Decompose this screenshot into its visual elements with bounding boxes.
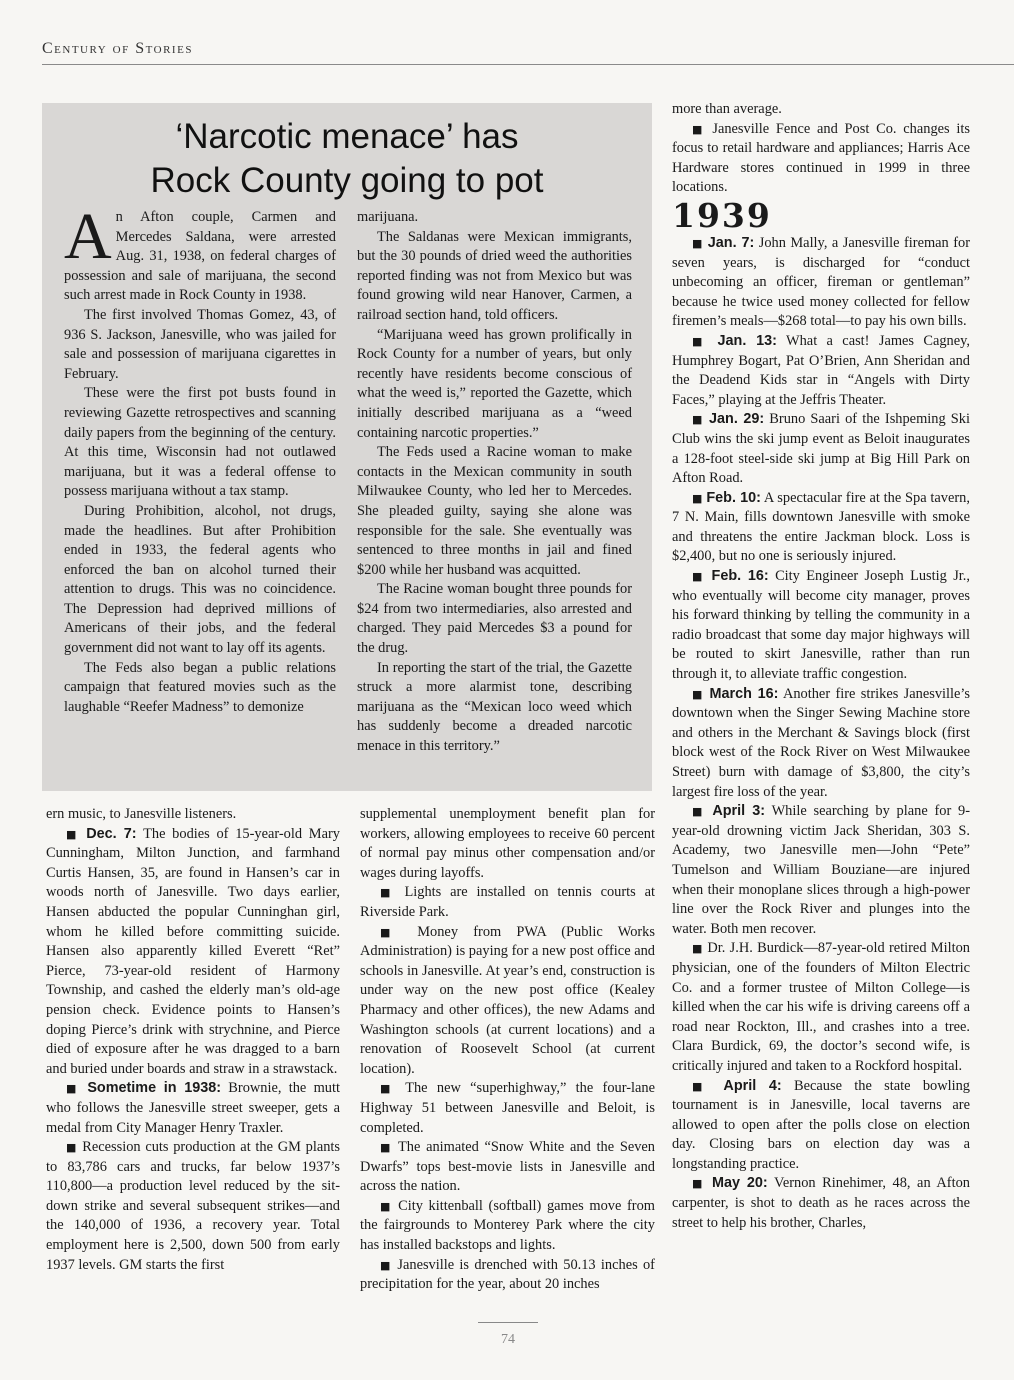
body-column-1 — [46, 805, 340, 1275]
entry-text: Lights are installed on tennis courts at Riverside Park. — [360, 884, 655, 920]
entry-text: While searching by plane for 9-year-old drowning victim Jack Sheridan, 303 S. Academy, two Janesville men—John “Pete” Tumelson and William Bouziane—are injured when their monoplane slices through a high-power line over the Rock River and plunges into the water. Both men recover. — [672, 803, 970, 937]
sidebar-paragraph: In reporting the start of the trial, the Gazette struck a more alarmist tone, describing marijuana as the “Mexican loco weed which has suddenly become a dreaded narcotic menace in this territory.” — [357, 659, 632, 755]
entry-paragraph — [360, 1197, 655, 1256]
bullet-icon: ■ — [692, 687, 705, 701]
sidebar-paragraph — [64, 384, 336, 502]
entry-paragraph — [46, 1138, 340, 1275]
drop-cap: A — [64, 200, 112, 273]
entry-text: supplemental unemployment benefit plan for workers, allowing employees to receive 60 percent of normal pay minus other compensation and/or wages during layoffs. — [360, 806, 655, 881]
entry-text: Money from PWA (Public Works Administration) is paying for a new post office and schools in Janesville. At year’s end, construction is under way on the new post office (Kealey Pharmacy and other offices), the new Adams and Washington schools (at current locations) and a renovation of Roosevelt School (at current location). — [360, 923, 655, 1077]
entry-text: Janesville is drenched with 50.13 inches of precipitation for the year, about 20 inches — [360, 1256, 655, 1293]
entry-text: Brownie, the mutt who follows the Janesville street sweeper, gets a medal from City Manager Henry Traxler. — [46, 1080, 340, 1136]
entry-paragraph — [672, 939, 970, 1076]
entry-text: City kittenball (softball) games move from the fairgrounds to Monterey Park where the city has installed backstops and lights. — [360, 1197, 655, 1254]
bullet-icon: ■ — [692, 491, 703, 505]
entry-date: April 3: — [712, 803, 766, 820]
bullet-icon: ■ — [692, 570, 706, 584]
entry-text: A spectacular fire at the Spa tavern, 7 N. Main, fills downtown Janesville with smoke and threatens the entire Jackman block. Loss is $2,400, but no one is seriously injured. — [672, 489, 970, 565]
entry-text: Dr. J.H. Burdick—87-year-old retired Milton physician, one of the founders of Milton Electric Co. and a former trustee of Milton College—is killed when the car his wife is driving careens off a road near Rockton, Ill., and crashes into a tree. Clara Burdick, 69, the doctor’s second wife, is critically injured and taken to a Rockford hospital. — [672, 940, 970, 1074]
entry-date: Sometime in 1938: — [87, 1080, 222, 1097]
bullet-icon: ■ — [380, 1141, 393, 1155]
entry-paragraph — [360, 1256, 655, 1295]
entry-paragraph — [672, 567, 970, 685]
entry-paragraph — [672, 234, 970, 332]
header-rule — [42, 64, 1014, 65]
entry-date: Jan. 29: — [709, 411, 765, 428]
footer-rule — [478, 1322, 538, 1323]
right-column-pre — [672, 100, 970, 198]
sidebar-paragraph — [64, 200, 336, 306]
entry-text: Vernon Rinehimer, 48, an Afton carpenter, is shot to death as he races across the street to help his brother, Charles, — [672, 1175, 970, 1231]
sidebar-title-line: ‘Narcotic menace’ has — [175, 117, 519, 156]
sidebar-column-1 — [64, 200, 336, 717]
bullet-icon: ■ — [380, 1258, 393, 1272]
entry-paragraph — [672, 410, 970, 488]
bullet-icon: ■ — [692, 122, 706, 136]
sidebar-paragraph: The Feds used a Racine woman to make contacts in the Mexican community in south Milwaukee County, who led her to Mercedes. She pleaded guilty, saying she alone was responsible for the sale. She eventually was sentenced to three months in jail and fined $200 while her husband was acquitted. — [357, 444, 632, 578]
entry-text: The bodies of 15-year-old Mary Cunningham, Milton Junction, and farmhand Curtis Hansen, 35, are found in Hansen’s car in woods north of Janesville. Two days earlier, Hansen abducted the popular Cunninghan girl, whom he killed before committing suicide. Hansen also apparently killed Everett “Ret” Pierce, 73-year-old resident of Harmony Township, and cashed the elderly man’s old-age pension check. Evidence points to Hansen’s doping Pierce’s drink with strychnine, and Pierce died of exposure after he was dragged to a barn and buried under boards and straw in a strawstack. — [46, 825, 340, 1077]
sidebar-paragraph — [64, 306, 336, 384]
sidebar-title-line: Rock County going to pot — [150, 161, 544, 200]
entry-paragraph — [672, 120, 970, 198]
bullet-icon: ■ — [380, 925, 403, 939]
entry-date: March 16: — [709, 685, 779, 702]
entry-paragraph — [672, 1077, 970, 1175]
entry-paragraph — [672, 802, 970, 939]
running-title: Century of Stories — [42, 40, 193, 57]
entry-text: City Engineer Joseph Lustig Jr., who eventually will become city manager, proves his forward thinking by telling the community in a radio broadcast that some day major highways will be routed to skirt Janesville, rather than run through it, to alleviate traffic congestion. — [672, 568, 970, 683]
year-heading: 1939 — [672, 195, 772, 235]
paragraph-text: These were the first pot busts found in reviewing Gazette retrospectives and scanning daily papers from the beginning of the century. At this time, Wisconsin had not outlawed marijuana, but it was a federal offense to possess marijuana without a tax stamp. — [64, 385, 336, 500]
entry-paragraph — [360, 1079, 655, 1138]
bullet-icon: ■ — [66, 1082, 81, 1096]
paragraph-text: During Prohibition, alcohol, not drugs, made the headlines. But after Prohibition ended in 1933, the federal agents who enforced the ban on alcohol turned their attention to drugs. This was no coincidence. The Depression had deprived millions of Americans of their jobs, and the federal government did not want to lay off its agents. — [64, 502, 336, 657]
entry-paragraph — [672, 1174, 970, 1233]
entry-text: What a cast! James Cagney, Humphrey Bogart, Pat O’Brien, Ann Sheridan and the Deadend Kids star in “Angels with Dirty Faces,” playing at the Jeffris Theater. — [672, 332, 970, 408]
right-column-post — [672, 234, 970, 1233]
sidebar-paragraph — [64, 502, 336, 659]
bullet-icon: ■ — [692, 413, 704, 427]
bullet-icon: ■ — [380, 1082, 397, 1096]
entry-paragraph — [672, 332, 970, 410]
entry-text: ern music, to Janesville listeners. — [46, 806, 237, 822]
entry-text: Recession cuts production at the GM plants to 83,786 cars and trucks, far below 1937’s 110,800—a production level reduced by the sit-down strike and several subsequent strikes—and the 140,000 of 1936, a recovery year. Total employment here is 2,500, down 500 from early 1937 levels. GM starts the first — [46, 1139, 340, 1273]
entry-date: Dec. 7: — [86, 825, 137, 842]
entry-text: more than average. — [672, 101, 782, 117]
bullet-icon: ■ — [692, 236, 704, 250]
bullet-icon: ■ — [66, 827, 80, 841]
right-column — [672, 100, 970, 1233]
sidebar-column-2 — [357, 208, 632, 757]
bullet-icon: ■ — [692, 1079, 712, 1093]
entry-paragraph — [46, 1079, 340, 1138]
entry-text: Bruno Saari of the Ishpeming Ski Club wins the ski jump event as Beloit inaugurates a 128-foot steel-side ski jump at Big Hill Park on Afton Road. — [672, 411, 970, 487]
entry-date: April 4: — [723, 1077, 782, 1094]
bullet-icon: ■ — [692, 1177, 706, 1191]
entry-text: Because the state bowling tournament is in Janesville, local taverns are allowed to open after the polls close on election day. Closing bars on election day was a longstanding practice. — [672, 1077, 970, 1172]
entry-paragraph — [360, 923, 655, 1080]
sidebar-title — [42, 115, 652, 203]
bullet-icon: ■ — [380, 1199, 393, 1213]
body-column-2 — [360, 805, 655, 1295]
sidebar-paragraph: marijuana. — [357, 209, 419, 225]
bullet-icon: ■ — [692, 334, 709, 348]
entry-text: Janesville Fence and Post Co. changes its focus to retail hardware and appliances; Harris Ace Hardware stores continued in 1999 in three locations. — [672, 120, 970, 196]
entry-paragraph — [672, 489, 970, 567]
paragraph-text: n Afton couple, Carmen and Mercedes Saldana, were arrested Aug. 31, 1938, on federal charges of possession and sale of marijuana, the second such arrest made in Rock County in 1938. — [64, 209, 336, 304]
sidebar-paragraph: “Marijuana weed has grown prolifically in Rock County for a number of years, but only recently have residents become conscious of what the weed is,” reported the Gazette, which initially described marijuana as a “weed containing narcotic properties.” — [357, 326, 632, 441]
bullet-icon: ■ — [66, 1141, 78, 1155]
entry-paragraph — [360, 883, 655, 922]
entry-paragraph — [46, 805, 340, 825]
paragraph-text: The first involved Thomas Gomez, 43, of 936 S. Jackson, Janesville, who was jailed for sale and possession of marijuana cigarettes in February. — [64, 306, 336, 382]
entry-text: The animated “Snow White and the Seven Dwarfs” tops best-movie lists in Janesville and across the nation. — [360, 1139, 655, 1195]
entry-text: The new “superhighway,” the four-lane Highway 51 between Janesville and Beloit, is completed. — [360, 1080, 655, 1136]
entry-text: John Mally, a Janesville fireman for seven years, is discharged for “conduct unbecoming an officer, fireman or gentleman” because he twice used money collected for fellow firemen’s meals—$268 total—to pay his own bills. — [672, 234, 970, 330]
sidebar-box — [42, 103, 652, 791]
sidebar-paragraph: The Racine woman bought three pounds for $24 from two intermediaries, also arrested and charged. They paid Mercedes $3 a pound for the drug. — [357, 581, 632, 657]
sidebar-paragraph: The Saldanas were Mexican immigrants, but the 30 pounds of dried weed the authorities reported finding was not from Mexico but was found growing wild near Hanover, Carmen, a railroad section hand, told officers. — [357, 228, 632, 323]
entry-paragraph — [672, 100, 970, 120]
entry-date: Jan. 13: — [717, 332, 777, 349]
entry-date: May 20: — [711, 1175, 768, 1192]
entry-paragraph — [46, 825, 340, 1080]
bullet-icon: ■ — [380, 886, 396, 900]
entry-date: Feb. 16: — [711, 568, 769, 585]
entry-text: Another fire strikes Janesville’s downtown when the Singer Sewing Machine store and others in the Merchant & Savings block (first block west of the Rock River on West Milwaukee Street) burn with damage of $3,800, the city’s largest fire loss of the year. — [672, 685, 970, 800]
sidebar-paragraph — [64, 659, 336, 718]
page-number: 74 — [501, 1332, 515, 1347]
bullet-icon: ■ — [692, 805, 706, 819]
entry-date: Feb. 10: — [706, 489, 761, 506]
entry-paragraph — [360, 1138, 655, 1197]
entry-date: Jan. 7: — [707, 234, 755, 251]
paragraph-text: The Feds also began a public relations campaign that featured movies such as the laughable “Reefer Madness” to demonize — [64, 659, 336, 715]
entry-paragraph — [360, 805, 655, 883]
entry-paragraph — [672, 685, 970, 803]
bullet-icon: ■ — [692, 942, 704, 956]
